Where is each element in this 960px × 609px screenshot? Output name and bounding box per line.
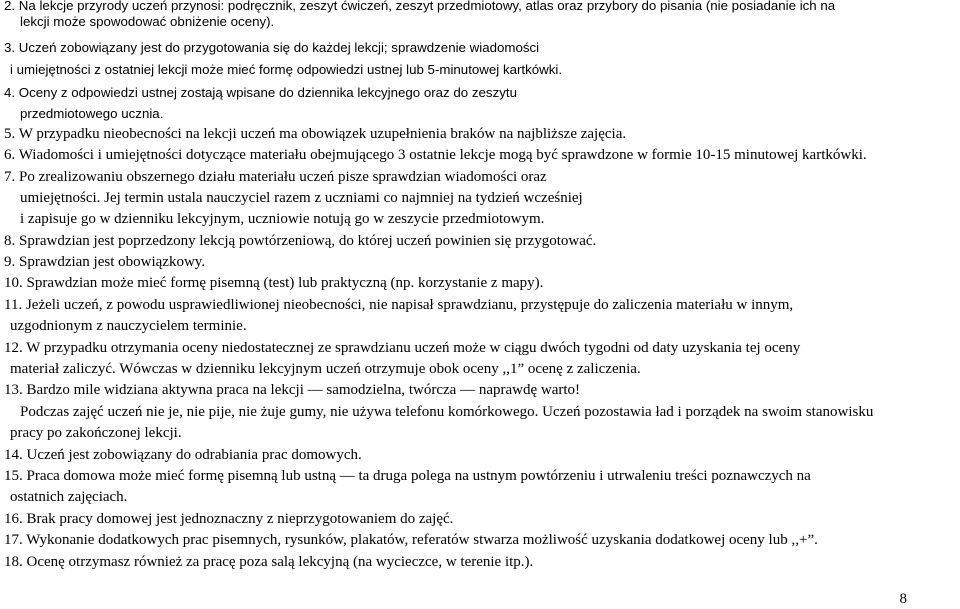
text-line-item-2-cont: lekcji może spowodować obniżenie oceny). <box>20 14 275 29</box>
text-line-item-5: 5. W przypadku nieobecności na lekcji uczeń ma obowiązek uzupełnienia braków na najbliższe zajęcia. <box>4 126 627 142</box>
text-line-item-6: 6. Wiadomości i umiejętności dotyczące materiału obejmującego 3 ostatnie lekcje mogą być sprawdzone w formie 10-15 minutowej kartkówki. <box>4 147 867 163</box>
text-line-item-15: 15. Praca domowa może mieć formę pisemną lub ustną — ta druga polega na ustnym powtórzeniu i utrwaleniu treści poznawczych na <box>4 468 811 484</box>
text-line-item-11: 11. Jeżeli uczeń, z powodu usprawiedliwionej nieobecności, nie napisał sprawdzianu, przystępuje do zaliczenia materiału w innym, <box>4 297 794 313</box>
text-line-item-12: 12. W przypadku otrzymania oceny niedostatecznej ze sprawdzianu uczeń może w ciągu dwóch tygodni od daty uzyskania tej oceny <box>4 340 801 356</box>
text-line-item-4: 4. Oceny z odpowiedzi ustnej zostają wpisane do dziennika lekcyjnego oraz do zeszytu <box>4 85 517 100</box>
text-line-item-10: 10. Sprawdzian może mieć formę pisemną (test) lub praktyczną (np. korzystanie z mapy). <box>4 275 544 291</box>
text-line-conduct-cont: pracy po zakończonej lekcji. <box>10 425 182 441</box>
text-line-item-7-cont-1: umiejętności. Jej termin ustala nauczyciel razem z uczniami co najmniej na tydzień wcześniej <box>20 190 583 206</box>
text-line-item-7-cont-2: i zapisuje go w dzienniku lekcyjnym, uczniowie notują go w zeszycie przedmiotowym. <box>20 211 545 227</box>
text-line-item-11-cont: uzgodnionym z nauczycielem terminie. <box>10 318 247 334</box>
text-line-item-14: 14. Uczeń jest zobowiązany do odrabiania prac domowych. <box>4 447 362 463</box>
text-line-item-15-cont: ostatnich zajęciach. <box>10 489 128 505</box>
text-line-item-4-cont: przedmiotowego ucznia. <box>20 106 164 121</box>
text-line-item-2: 2. Na lekcje przyrody uczeń przynosi: podręcznik, zeszyt ćwiczeń, zeszyt przedmiotowy, atlas oraz przybory do pisania (nie posiadanie ich na <box>4 0 836 13</box>
text-line-conduct: Podczas zajęć uczeń nie je, nie pije, nie żuje gumy, nie używa telefonu komórkowego. Uczeń pozostawia ład i porządek na swoim stanowisku <box>20 404 874 420</box>
text-line-item-17: 17. Wykonanie dodatkowych prac pisemnych, rysunków, plakatów, referatów stwarza możliwość uzyskania dodatkowej oceny lub ,,+”. <box>4 532 818 548</box>
text-line-item-9: 9. Sprawdzian jest obowiązkowy. <box>4 254 206 270</box>
page-number: 8 <box>899 591 907 607</box>
text-line-item-3-cont: i umiejętności z ostatniej lekcji może mieć formę odpowiedzi ustnej lub 5-minutowej kartkówki. <box>10 62 563 77</box>
text-line-item-16: 16. Brak pracy domowej jest jednoznaczny z nieprzygotowaniem do zajęć. <box>4 511 454 527</box>
text-line-item-12-cont: materiał zaliczyć. Wówczas w dzienniku lekcyjnym uczeń otrzymuje obok oceny ,,1” ocenę z zaliczenia. <box>10 361 641 377</box>
text-line-item-7: 7. Po zrealizowaniu obszernego działu materiału uczeń pisze sprawdzian wiadomości oraz <box>4 169 547 185</box>
text-line-item-8: 8. Sprawdzian jest poprzedzony lekcją powtórzeniową, do której uczeń powinien się przygotować. <box>4 233 597 249</box>
text-line-item-18: 18. Ocenę otrzymasz również za pracę poza salą lekcyjną (na wycieczce, w terenie itp.). <box>4 554 534 570</box>
text-line-item-13: 13. Bardzo mile widziana aktywna praca na lekcji — samodzielna, twórcza — naprawdę warto! <box>4 382 581 398</box>
text-line-item-3: 3. Uczeń zobowiązany jest do przygotowania się do każdej lekcji; sprawdzenie wiadomości <box>4 40 540 55</box>
